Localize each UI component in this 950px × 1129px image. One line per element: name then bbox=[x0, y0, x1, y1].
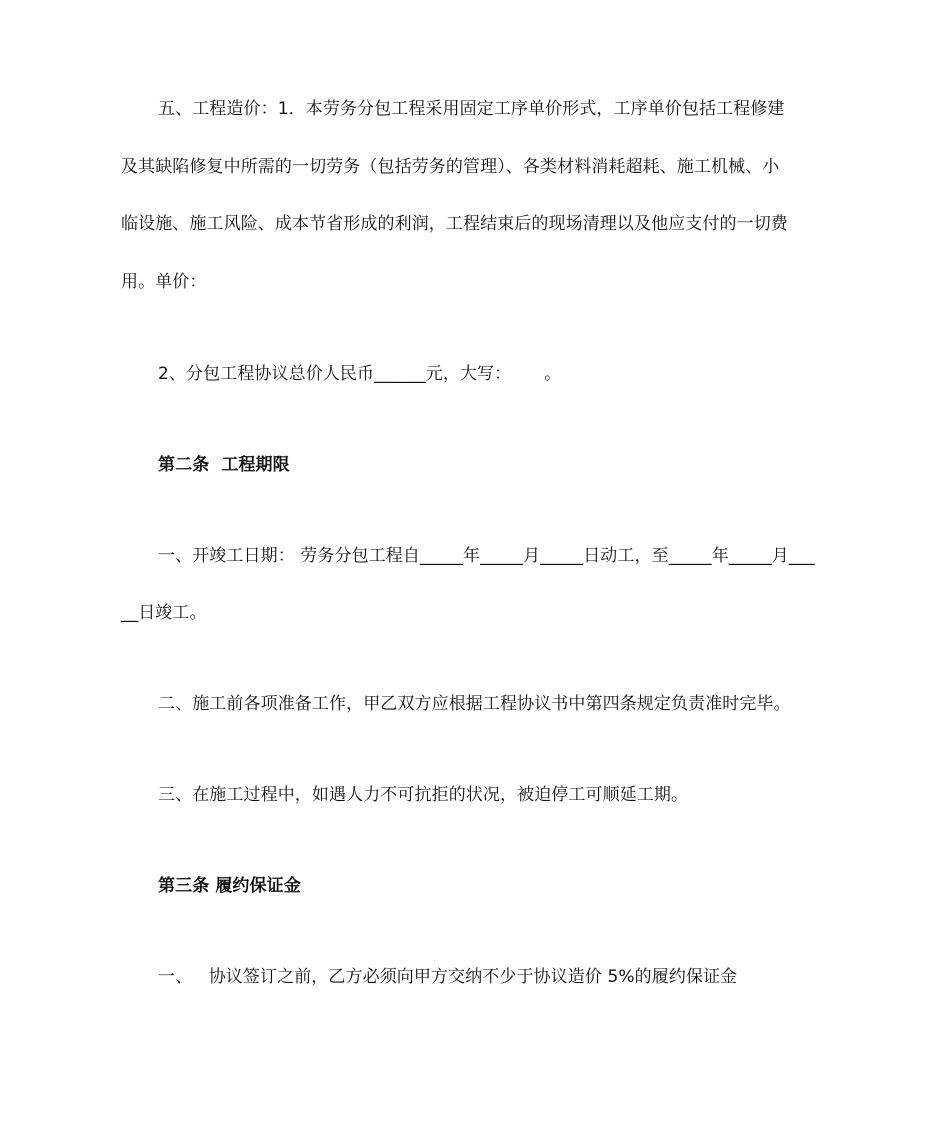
clause-five-price-line-2: 及其缺陷修复中所需的一切劳务（包括劳务的管理）、各类材料消耗超耗、施工机械、小 bbox=[121, 157, 780, 177]
preparation-work-line: 二、施工前各项准备工作，甲乙双方应根据工程协议书中第四条规定负责准时完毕。 bbox=[158, 694, 791, 714]
article-two-heading: 第二条 工程期限 bbox=[158, 455, 290, 475]
clause-five-price-line-1: 五、工程造价：1．本劳务分包工程采用固定工序单价形式，工序单价包括工程修建 bbox=[158, 99, 785, 119]
article-three-heading: 第三条 履约保证金 bbox=[158, 876, 301, 896]
schedule-dates-line-2: __日竣工。 bbox=[121, 603, 207, 623]
performance-bond-line: 一、 协议签订之前，乙方必须向甲方交纳不少于协议造价 5%的履约保证金 bbox=[158, 967, 738, 987]
schedule-dates-line-1: 一、开竣工日期： 劳务分包工程自_____年_____月_____日动工，至_____年_____月___ bbox=[158, 546, 815, 566]
force-majeure-line: 三、在施工过程中，如遇人力不可抗拒的状况，被迫停工可顺延工期。 bbox=[158, 785, 689, 805]
total-price-line: 2、分包工程协议总价人民币______元，大写： 。 bbox=[158, 364, 562, 384]
clause-five-price-line-4: 用。单价： bbox=[121, 272, 207, 292]
clause-five-price-line-3: 临设施、施工风险、成本节省形成的利润，工程结束后的现场清理以及他应支付的一切费 bbox=[121, 214, 788, 234]
